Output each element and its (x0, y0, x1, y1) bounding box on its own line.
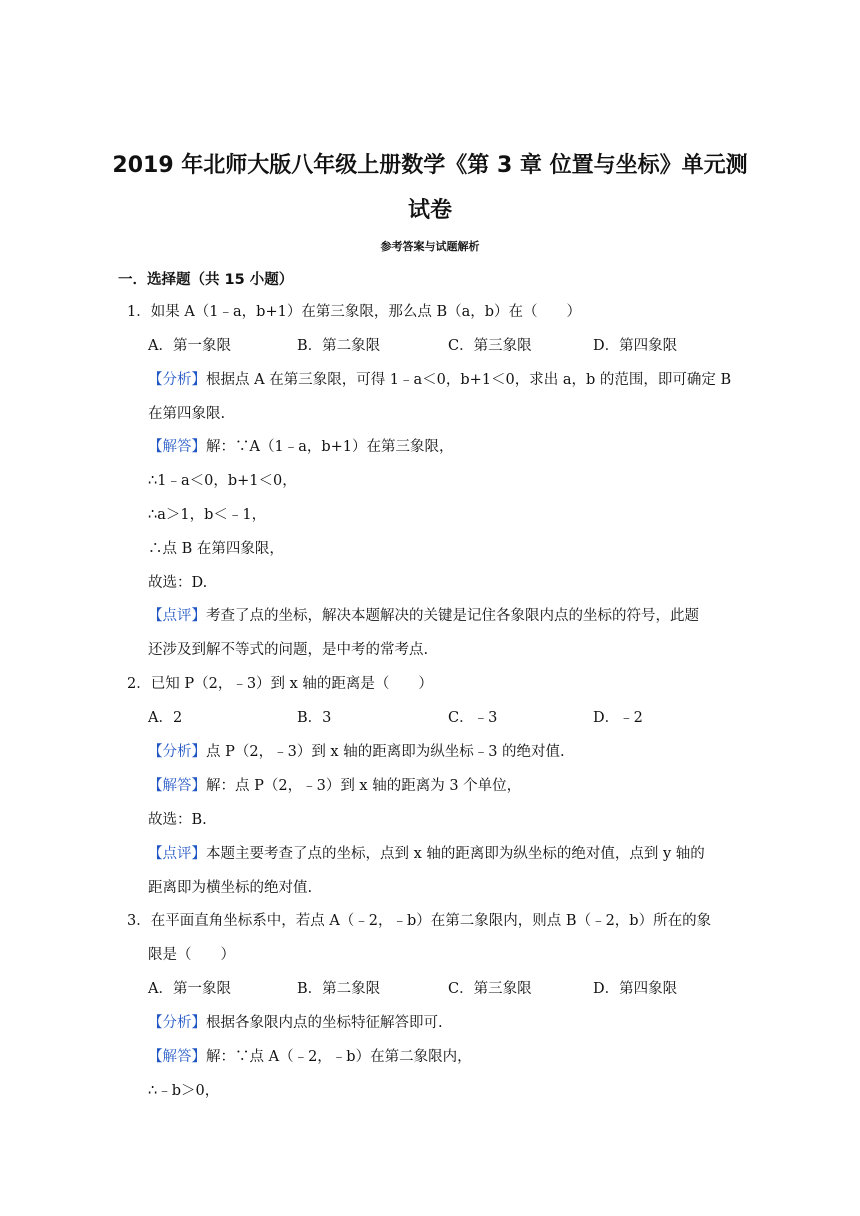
q2-option-b: B．3 (297, 710, 332, 726)
q1-answer-line-2: ∴1﹣a＜0，b+1＜0， (148, 473, 297, 489)
q1-option-c: C．第三象限 (448, 338, 532, 354)
q3-option-b: B．第二象限 (297, 981, 381, 997)
q2-analysis-line (148, 742, 565, 762)
q1-analysis-line-2: 在第四象限. (148, 406, 226, 422)
q2-analysis-text: 点 P（2，﹣3）到 x 轴的距离即为纵坐标﹣3 的绝对值. (206, 744, 565, 760)
q2-answer-text: 解：点 P（2，﹣3）到 x 轴的距离为 3 个单位， (206, 778, 522, 794)
q2-answer-line-2: 故选：B. (148, 812, 207, 828)
q2-option-c: C．﹣3 (448, 710, 498, 726)
q3-analysis-text: 根据各象限内点的坐标特征解答即可. (206, 1015, 443, 1031)
q3-answer-line-2: ∴﹣b＞0， (148, 1083, 220, 1099)
analysis-label: 【分析】 (148, 1015, 206, 1031)
section-heading: 一．选择题（共 15 小题） (118, 272, 294, 288)
document-subtitle: 参考答案与试题解析 (380, 240, 480, 253)
q1-answer-text: 解：∵A（1﹣a，b+1）在第三象限， (206, 439, 454, 455)
q2-comment-text: 本题主要考查了点的坐标，点到 x 轴的距离即为纵坐标的绝对值，点到 y 轴的 (206, 846, 705, 862)
q1-analysis-text: 根据点 A 在第三象限，可得 1﹣a＜0，b+1＜0，求出 a，b 的范围，即可确定 B (206, 372, 732, 388)
analysis-label: 【分析】 (148, 372, 206, 388)
q3-analysis-line (148, 1013, 443, 1033)
q3-option-c: C．第三象限 (448, 981, 532, 997)
q1-answer-line-1 (148, 437, 454, 457)
answer-label: 【解答】 (148, 778, 206, 794)
q3-answer-line-1 (148, 1047, 472, 1067)
q1-answer-line-3: ∴a＞1，b＜﹣1， (148, 507, 267, 523)
analysis-label: 【分析】 (148, 744, 206, 760)
q1-answer-line-5: 故选：D. (148, 575, 208, 591)
answer-label: 【解答】 (148, 1049, 206, 1065)
q2-comment-line-2: 距离即为横坐标的绝对值. (148, 880, 313, 896)
comment-label: 【点评】 (148, 608, 206, 624)
q3-stem-line-2: 限是（ ） (148, 947, 235, 963)
q1-option-a: A．第一象限 (148, 338, 231, 354)
q2-comment-line-1 (148, 844, 705, 864)
q2-answer-line-1 (148, 776, 521, 796)
q3-stem-line-1: 3．在平面直角坐标系中，若点 A（﹣2，﹣b）在第二象限内，则点 B（﹣2，b）所在的象 (127, 913, 712, 929)
q1-option-d: D．第四象限 (593, 338, 678, 354)
q1-analysis-line-1 (148, 370, 731, 390)
q2-option-d: D．﹣2 (593, 710, 643, 726)
q3-option-d: D．第四象限 (593, 981, 678, 997)
q3-option-a: A．第一象限 (148, 981, 231, 997)
q1-comment-text: 考查了点的坐标，解决本题解决的关键是记住各象限内点的坐标的符号，此题 (206, 608, 699, 624)
q1-answer-line-4: ∴点 B 在第四象限， (148, 541, 284, 557)
q2-stem: 2．已知 P（2，﹣3）到 x 轴的距离是（ ） (127, 676, 433, 692)
answer-label: 【解答】 (148, 439, 206, 455)
document-title-line-2: 试卷 (407, 198, 452, 223)
q3-answer-text: 解：∵点 A（﹣2，﹣b）在第二象限内， (206, 1049, 472, 1065)
q2-option-a: A．2 (148, 710, 183, 726)
q1-comment-line-1 (148, 606, 699, 626)
q1-option-b: B．第二象限 (297, 338, 381, 354)
document-title-line-1: 2019 年北师大版八年级上册数学《第 3 章 位置与坐标》单元测 (112, 153, 748, 178)
q1-stem: 1．如果 A（1﹣a，b+1）在第三象限，那么点 B（a，b）在（ ） (127, 304, 582, 320)
comment-label: 【点评】 (148, 846, 206, 862)
q1-comment-line-2: 还涉及到解不等式的问题，是中考的常考点. (148, 642, 429, 658)
